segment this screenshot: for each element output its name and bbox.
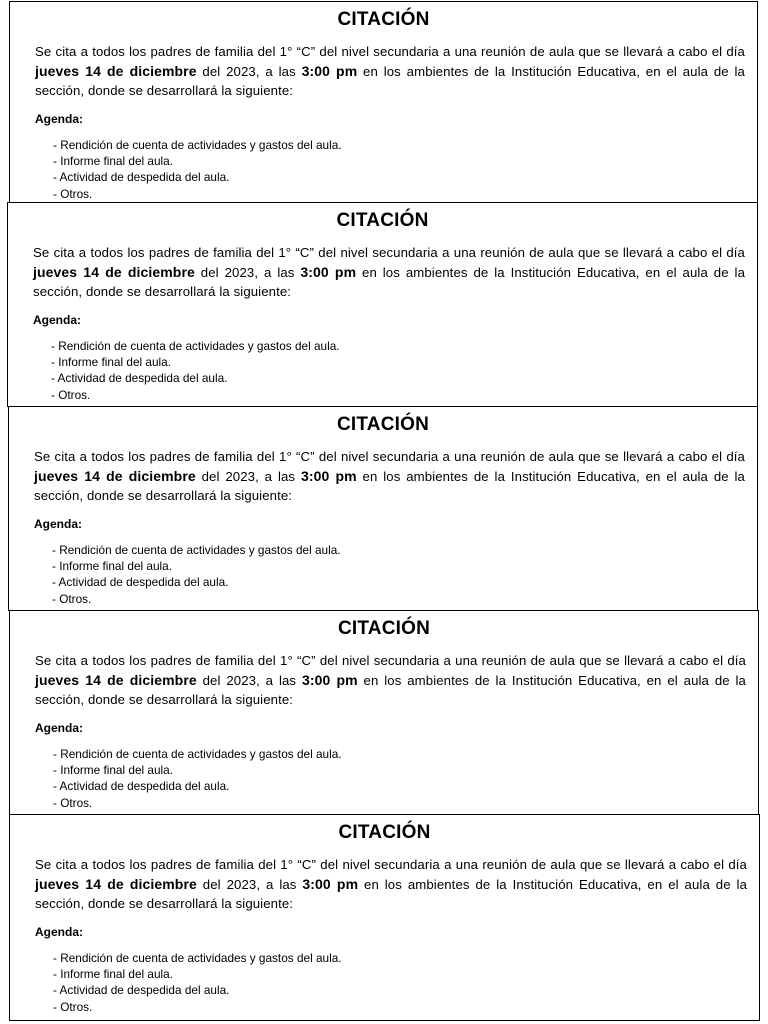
agenda-item: - Otros.	[53, 795, 93, 810]
citation-mid: del 2023, a las	[196, 876, 303, 892]
meeting-time: 3:00 pm	[300, 467, 357, 484]
meeting-date: jueves 14 de diciembre	[34, 467, 196, 484]
agenda-item: - Rendición de cuenta de actividades y gastos del aula.	[53, 137, 342, 152]
citation-title: CITACIÓN	[336, 414, 430, 435]
citation-intro: Se cita a todos los padres de familia del 1° “C” del nivel secundaria a una reunión de aula que se llevará a cabo el día	[34, 449, 745, 464]
citation-body	[35, 651, 746, 710]
agenda-item: - Otros.	[51, 387, 91, 402]
meeting-date: jueves 14 de diciembre	[35, 62, 197, 79]
agenda-item: - Otros.	[52, 591, 92, 606]
agenda-list	[53, 950, 759, 1016]
citation-title: CITACIÓN	[337, 9, 430, 30]
citation-title: CITACIÓN	[337, 618, 431, 639]
meeting-time: 3:00 pm	[302, 875, 359, 892]
citation-mid: del 2023, a las	[194, 264, 301, 280]
agenda-item: - Rendición de cuenta de actividades y gastos del aula.	[53, 950, 342, 965]
meeting-time: 3:00 pm	[301, 671, 358, 688]
citation-card	[9, 1, 758, 203]
agenda-item: - Actividad de despedida del aula.	[53, 170, 230, 185]
citation-title: CITACIÓN	[338, 822, 431, 843]
agenda-list	[52, 542, 757, 608]
citation-body	[33, 243, 745, 302]
citation-body	[35, 855, 747, 914]
agenda-item: - Otros.	[53, 999, 93, 1014]
citation-mid: del 2023, a las	[196, 672, 302, 688]
agenda-list	[51, 338, 757, 404]
meeting-date: jueves 14 de diciembre	[35, 875, 197, 892]
meeting-time: 3:00 pm	[301, 62, 358, 79]
citation-card	[9, 610, 759, 815]
agenda-item: - Otros.	[53, 186, 93, 201]
agenda-item: - Rendición de cuenta de actividades y gastos del aula.	[51, 338, 340, 353]
meeting-time: 3:00 pm	[300, 263, 357, 280]
agenda-item: - Informe final del aula.	[51, 354, 171, 369]
citation-outro: en los ambientes de la Institución Educativa, en el aula de la sección, donde se desarrollará la siguiente:	[33, 264, 745, 299]
agenda-label: Agenda:	[34, 516, 82, 531]
meeting-date: jueves 14 de diciembre	[35, 671, 197, 688]
agenda-item: - Actividad de despedida del aula.	[53, 779, 230, 794]
meeting-date: jueves 14 de diciembre	[33, 263, 195, 280]
agenda-label: Agenda:	[35, 720, 83, 735]
agenda-item: - Rendición de cuenta de actividades y gastos del aula.	[53, 746, 342, 761]
citation-card	[7, 202, 758, 407]
agenda-item: - Actividad de despedida del aula.	[51, 371, 228, 386]
citation-intro: Se cita a todos los padres de familia del 1° “C” del nivel secundaria a una reunión de aula que se llevará a cabo el día	[35, 44, 745, 59]
agenda-item: - Actividad de despedida del aula.	[52, 575, 229, 590]
citation-title: CITACIÓN	[336, 210, 429, 231]
citation-card	[9, 814, 760, 1021]
agenda-label: Agenda:	[33, 312, 81, 327]
citation-mid: del 2023, a las	[196, 63, 302, 79]
citation-intro: Se cita a todos los padres de familia del 1° “C” del nivel secundaria a una reunión de aula que se llevará a cabo el día	[35, 653, 746, 668]
citation-outro: en los ambientes de la Institución Educativa, en el aula de la sección, donde se desarrollará la siguiente:	[34, 468, 745, 503]
citation-intro: Se cita a todos los padres de familia del 1° “C” del nivel secundaria a una reunión de aula que se llevará a cabo el día	[33, 245, 745, 260]
citation-body	[35, 42, 745, 101]
agenda-item: - Informe final del aula.	[53, 762, 173, 777]
agenda-item: - Rendición de cuenta de actividades y gastos del aula.	[52, 542, 341, 557]
citation-outro: en los ambientes de la Institución Educativa, en el aula de la sección, donde se desarrollará la siguiente:	[35, 672, 746, 707]
agenda-label: Agenda:	[35, 924, 83, 939]
citation-body	[34, 447, 745, 506]
agenda-item: - Informe final del aula.	[53, 153, 173, 168]
agenda-item: - Actividad de despedida del aula.	[53, 983, 230, 998]
agenda-item: - Informe final del aula.	[53, 966, 173, 981]
agenda-list	[53, 746, 758, 812]
agenda-item: - Informe final del aula.	[52, 558, 172, 573]
citation-outro: en los ambientes de la Institución Educativa, en el aula de la sección, donde se desarrollará la siguiente:	[35, 63, 745, 98]
agenda-list	[53, 137, 757, 203]
agenda-label: Agenda:	[35, 111, 83, 126]
citation-card	[8, 406, 758, 611]
citation-outro: en los ambientes de la Institución Educativa, en el aula de la sección, donde se desarrollará la siguiente:	[35, 876, 747, 911]
citation-mid: del 2023, a las	[195, 468, 301, 484]
citation-intro: Se cita a todos los padres de familia del 1° “C” del nivel secundaria a una reunión de aula que se llevará a cabo el día	[35, 857, 747, 872]
